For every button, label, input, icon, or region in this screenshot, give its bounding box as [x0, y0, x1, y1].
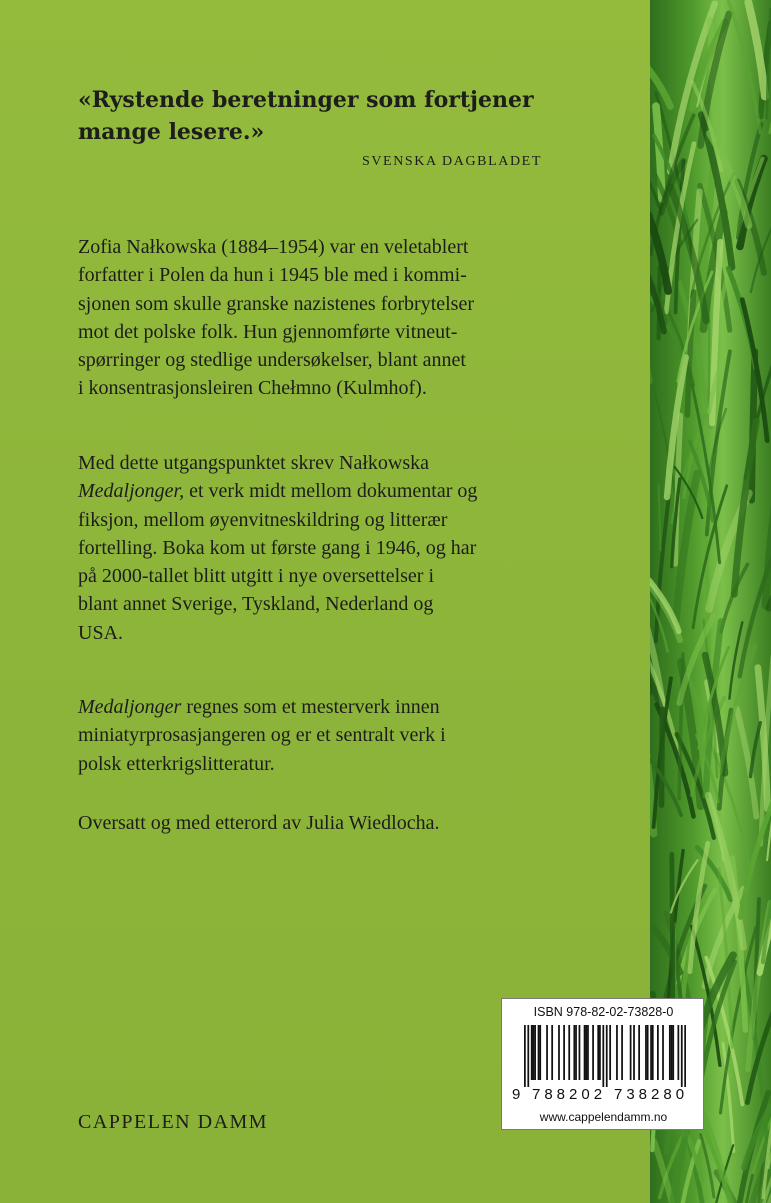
barcode-bar: [531, 1025, 533, 1080]
review-quote: [78, 84, 578, 148]
text-run: regnes som et mesterverk innen: [181, 696, 440, 718]
barcode-bar: [647, 1025, 649, 1080]
barcode-bar: [633, 1025, 635, 1080]
paragraph-line: [78, 534, 558, 562]
barcode-bar: [584, 1025, 586, 1080]
grass-blade: [708, 739, 748, 865]
barcode-bar: [599, 1025, 601, 1080]
text-run: et verk midt mellom dokumentar og: [184, 480, 478, 503]
barcode-bar: [630, 1025, 632, 1080]
quote-line: «Rystende beretninger som fortjener: [78, 87, 534, 113]
paragraph-line: [78, 562, 558, 590]
barcode-label: [501, 998, 704, 1130]
text-run: på 2000-tallet blitt utgitt i nye oversettelser i: [78, 565, 435, 588]
text-run: polsk etterkrigslitteratur.: [78, 752, 275, 775]
text-run: i konsentrasjonsleiren Chełmno (Kulmhof).: [78, 377, 427, 400]
barcode-bar: [662, 1025, 664, 1080]
barcode-bar: [597, 1025, 599, 1080]
paragraph-line: [78, 721, 558, 749]
barcode-bar: [538, 1025, 540, 1080]
paragraph-line: [78, 318, 558, 346]
text-run: forfatter i Polen da hun i 1945 ble med i kommi-: [78, 264, 467, 287]
grass-blade: [765, 486, 771, 606]
paragraph-line: [78, 290, 558, 318]
text-run: sjonen som skulle granske nazistenes forbrytelser: [78, 292, 475, 315]
grass-blade: [662, 709, 663, 805]
text-run: fortelling. Boka kom ut første gang i 1946, og har: [78, 536, 477, 559]
barcode-bar: [645, 1025, 647, 1080]
grass-blade: [659, 485, 661, 550]
barcode-bar: [568, 1025, 570, 1080]
grass-blade: [650, 45, 670, 106]
paragraph-2: [78, 449, 558, 647]
barcode-bar: [534, 1025, 536, 1080]
barcode-bar: [609, 1025, 611, 1080]
barcode-bar: [558, 1025, 560, 1080]
quote-line: mange lesere.»: [78, 119, 265, 145]
paragraph-line: [78, 477, 558, 505]
barcode-bar: [563, 1025, 565, 1080]
paragraph-line: [78, 374, 558, 402]
paragraph-line: [78, 619, 558, 647]
barcode-bar: [681, 1025, 683, 1087]
isbn-text: ISBN 978-82-02-73828-0: [533, 1005, 674, 1019]
text-run: Med dette utgangspunktet skrev Nałkowska: [78, 452, 430, 474]
barcode-bar: [602, 1025, 604, 1087]
publisher-url: www.cappelendamm.no: [539, 1110, 668, 1124]
barcode-bar: [592, 1025, 594, 1080]
barcode-bar: [638, 1025, 640, 1080]
text-run: Zofia Nałkowska (1884–1954) var en veletablert: [78, 236, 469, 258]
barcode-bars: [524, 1025, 686, 1087]
barcode-bar: [616, 1025, 618, 1080]
barcode-bar: [672, 1025, 674, 1080]
paragraph-line: [78, 590, 558, 618]
paragraph-line: [78, 809, 558, 837]
barcode-bar: [527, 1025, 529, 1087]
text-run: USA.: [78, 621, 124, 644]
barcode-bar: [671, 1025, 673, 1080]
paragraph-3: [78, 693, 558, 778]
text-run: spørringer og stedlige undersøkelser, blant annet: [78, 349, 466, 372]
barcode-bar: [669, 1025, 671, 1080]
barcode-bar: [652, 1025, 654, 1080]
ean-digits-right: 738280: [614, 1086, 689, 1103]
ean-digits-left: 788202: [532, 1086, 607, 1103]
barcode-bar: [587, 1025, 589, 1080]
paragraph-line: [78, 506, 558, 534]
barcode-bar: [551, 1025, 553, 1080]
quote-source: SVENSKA DAGBLADET: [361, 154, 542, 169]
text-run: fiksjon, mellom øyenvitneskildring og litterær: [78, 508, 448, 531]
paragraph-line: [78, 261, 558, 289]
paragraph-line: [78, 750, 558, 778]
text-run: blant annet Sverige, Tyskland, Nederland og: [78, 593, 434, 616]
barcode-bar: [650, 1025, 652, 1080]
text-run: Oversatt og med etterord av Julia Wiedlocha.: [78, 812, 440, 834]
barcode-bar: [684, 1025, 686, 1087]
barcode-bar: [585, 1025, 587, 1080]
grass-blade: [751, 723, 761, 777]
barcode-bar: [657, 1025, 659, 1080]
paragraph-line: [78, 693, 558, 721]
barcode-bar: [677, 1025, 679, 1080]
barcode-bar: [621, 1025, 623, 1080]
grass-blade: [767, 9, 771, 117]
paragraph-1: [78, 233, 558, 403]
barcode-bar: [539, 1025, 541, 1080]
text-run: miniatyrprosasjangeren og er et sentralt verk i: [78, 724, 446, 747]
paragraph-4: [78, 809, 558, 837]
barcode-bar: [579, 1025, 581, 1080]
barcode-bar: [606, 1025, 608, 1087]
paragraph-line: [78, 346, 558, 374]
book-title-italic: Medaljonger: [78, 696, 182, 718]
book-title-italic: Medaljonger,: [78, 480, 185, 503]
barcode-bar: [524, 1025, 526, 1087]
text-run: mot det polske folk. Hun gjennomførte vitneut-: [78, 320, 458, 343]
grass-blade: [650, 1154, 653, 1203]
paragraph-line: [78, 449, 558, 477]
publisher-logo: CAPPELEN DAMM: [78, 1111, 269, 1133]
barcode-bar: [546, 1025, 548, 1080]
barcode-bar: [573, 1025, 575, 1080]
paragraph-line: [78, 233, 558, 261]
ean-digit-first: 9: [512, 1086, 521, 1103]
barcode-bar: [575, 1025, 577, 1080]
barcode-bar: [533, 1025, 535, 1080]
